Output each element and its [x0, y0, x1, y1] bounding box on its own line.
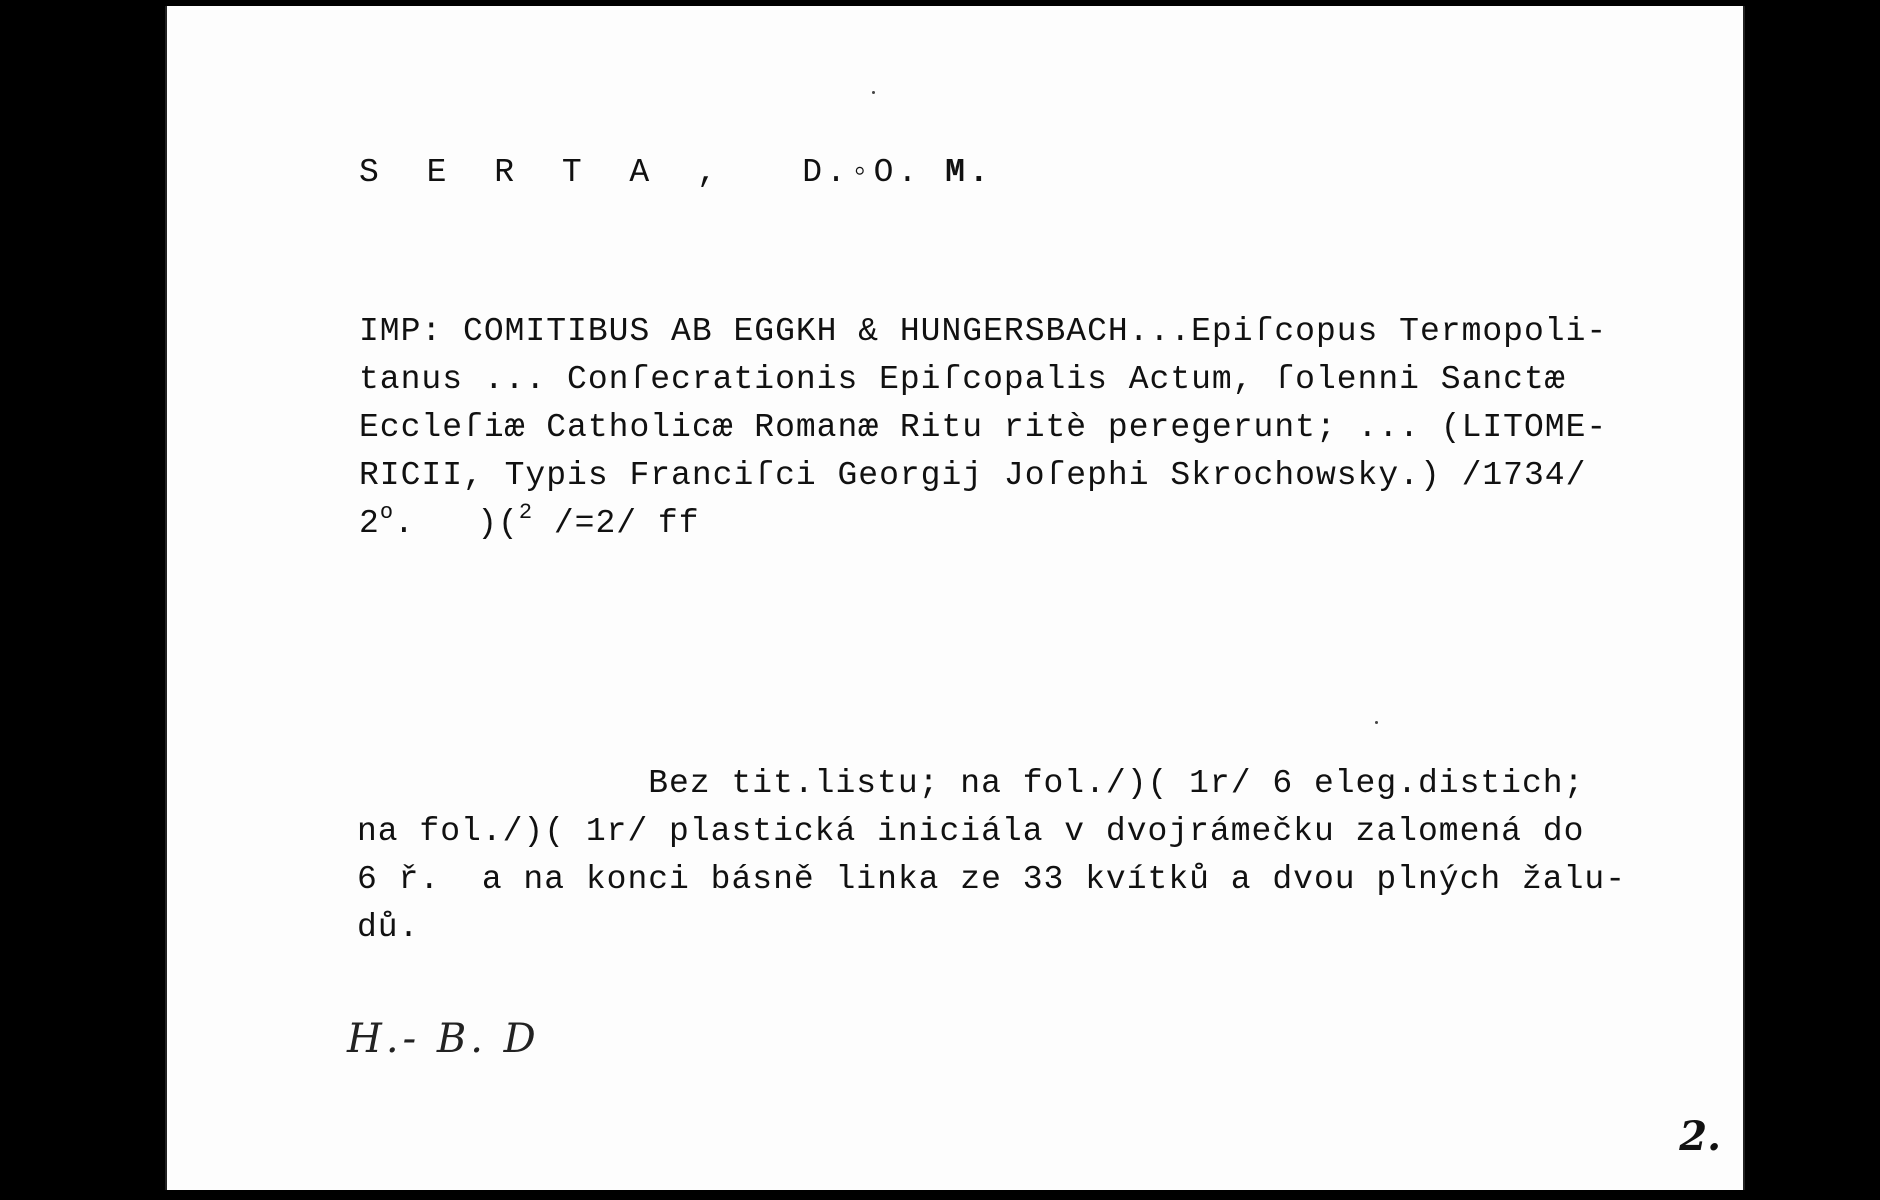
card-heading — [359, 154, 993, 191]
description-line: RICII, Typis Franciſci Georgij Joſephi Skrochowsky.) /1734/ — [359, 457, 1587, 494]
description-line: tanus ... Conſecrationis Epiſcopalis Actum, ſolenni Sanctæ — [359, 361, 1566, 398]
format-line — [359, 500, 1745, 548]
collation-sup: 2 — [518, 500, 534, 525]
collation-mark: )( — [477, 505, 519, 542]
heading-title: S E R T A , — [359, 154, 731, 191]
scan-speck — [872, 91, 875, 94]
collation-rest: /=2/ ff — [553, 505, 700, 542]
bibliographic-description — [359, 308, 1745, 548]
notes-line: dů. — [357, 909, 420, 946]
notes-line: 6 ř. a na konci básně linka ze 33 kvítků a dvou plných žalu- — [357, 861, 1626, 898]
physical-notes — [357, 760, 1745, 952]
catalog-card — [165, 6, 1745, 1190]
notes-line: Bez tit.listu; na fol./)( 1r/ 6 eleg.distich; — [357, 765, 1585, 802]
format-dot: . — [394, 505, 415, 542]
format-size: 2 — [359, 505, 380, 542]
heading-initials: D.◦O. — [802, 154, 922, 191]
handwritten-note: H.- B. D — [347, 1016, 540, 1062]
description-line: Eccleſiæ Catholicæ Romanæ Ritu ritè peregerunt; ... (LITOME- — [359, 409, 1608, 446]
heading-last-initial: M. — [945, 154, 993, 191]
corner-number: 2. — [1679, 1113, 1721, 1160]
notes-line: na fol./)( 1r/ plastická iniciála v dvojrámečku zalomená do — [357, 813, 1585, 850]
format-size-sup: o — [379, 500, 395, 525]
scan-speck — [1375, 721, 1378, 724]
description-line: IMP: COMITIBUS AB EGGKH & HUNGERSBACH...Epiſcopus Termopoli- — [359, 313, 1608, 350]
